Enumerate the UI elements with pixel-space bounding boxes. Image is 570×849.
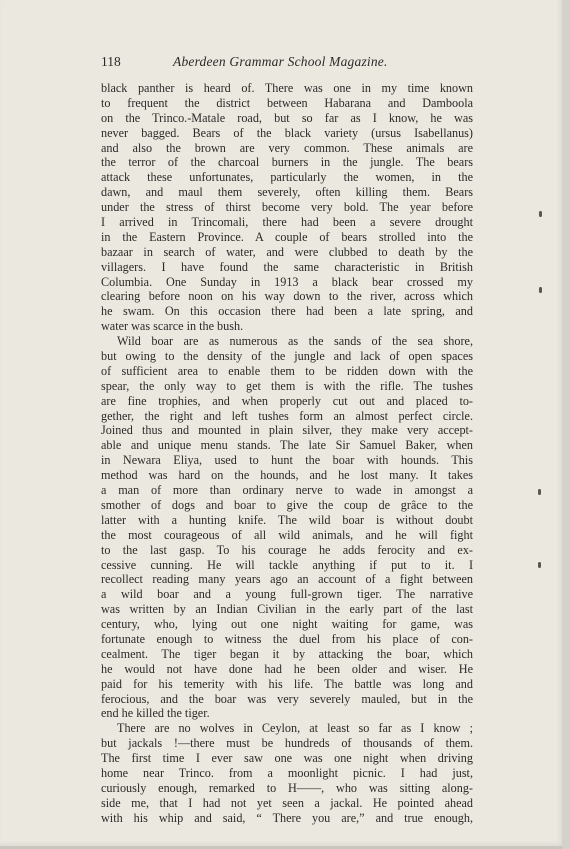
text-line: on the Trinco.-Matale road, but so far as I know, he was [101, 110, 473, 125]
text-line: with his whip and said, “ There you are,” and true enough, [101, 810, 473, 825]
text-line: bazaar in search of water, and were clubbed to death by the [101, 244, 473, 259]
text-line: gether, the right and left tushes form an almost perfect circle. [101, 408, 473, 423]
text-line: he swam. On this occasion there had been a late spring, and [101, 304, 473, 319]
text-line: paid for his temerity with his life. The battle was long and [101, 676, 473, 691]
text-line: but jackals !—there must be hundreds of thousands of them. [101, 736, 473, 751]
text-line: the terror of the charcoal burners in the jungle. The bears [101, 155, 473, 170]
text-line: side me, that I had not yet seen a jackal. He pointed ahead [101, 795, 473, 810]
text-line: but owing to the density of the jungle and lack of open spaces [101, 349, 473, 364]
text-line: attack these unfortunates, particularly the women, in the [101, 170, 473, 185]
text-line: never bagged. Bears of the black variety (ursus Isabellanus) [101, 125, 473, 140]
text-line: curiously enough, remarked to H——, who was sitting along- [101, 780, 473, 795]
text-line: spear, the only way to get them is with the rifle. The tushes [101, 378, 473, 393]
text-line: he would not have done had he been older and wiser. He [101, 661, 473, 676]
text-line: method was hard on the hounds, and he lost many. It takes [101, 468, 473, 483]
text-line: water was scarce in the bush. [101, 319, 244, 334]
text-line: the most courageous of all wild animals, and he will fight [101, 527, 473, 542]
scan-edge [562, 0, 570, 849]
text-line: Wild boar are as numerous as the sands of the sea shore, [117, 334, 473, 349]
text-line: smother of dogs and boar to give the coup de grâce to the [101, 497, 473, 512]
text-line: cessive cunning. He will tackle anything if put to it. I [101, 557, 473, 572]
text-line: was written by an Indian Civilian in the early part of the last [101, 602, 473, 617]
margin-speck [539, 287, 542, 293]
page-number: 118 [101, 54, 121, 69]
text-line: dawn, and maul them severely, often killing them. Bears [101, 185, 473, 200]
text-line: and also the brown are very common. These animals are [101, 140, 473, 155]
margin-speck [539, 211, 542, 217]
text-line: in Newara Eliya, used to hunt the boar with hounds. This [101, 453, 473, 468]
text-line: a man of more than ordinary nerve to wade in amongst a [101, 483, 473, 498]
text-line: The first time I ever saw one was one night when driving [101, 751, 473, 766]
text-line: able and unique menu stands. The late Sir Samuel Baker, when [101, 438, 473, 453]
page-header [101, 54, 473, 72]
text-line: fortunate enough to witness the duel from his place of con- [101, 631, 473, 646]
text-line: I arrived in Trincomali, there had been a severe drought [101, 215, 473, 230]
text-line: home near Trinco. from a moonlight picnic. I had just, [101, 765, 473, 780]
body-text [101, 81, 473, 826]
text-line: a wild boar and a young full-grown tiger. The narrative [101, 587, 473, 602]
text-line: Joined thus and mounted in plain silver, they make very accept- [101, 423, 473, 438]
text-line: of sufficient area to enable them to be ridden down with the [101, 363, 473, 378]
text-line: recollect reading many years ago an account of a fight between [101, 572, 473, 587]
text-line: latter with a hunting knife. The wild boar is without doubt [101, 512, 473, 527]
text-line: are fine trophies, and when properly cut out and placed to- [101, 393, 473, 408]
text-line: in the Eastern Province. A couple of bears strolled into the [101, 229, 473, 244]
text-line: clearing before noon on his way down to the river, across which [101, 289, 473, 304]
text-line: ferocious, and the boar was very severely mauled, but in the [101, 691, 473, 706]
running-title: Aberdeen Grammar School Magazine. [173, 54, 388, 69]
text-line: black panther is heard of. There was one in my time known [101, 81, 473, 95]
text-line: cealment. The tiger began it by attacking the boar, which [101, 646, 473, 661]
text-line: to frequent the district between Habarana and Damboola [101, 95, 473, 110]
text-line: Columbia. One Sunday in 1913 a black bear crossed my [101, 274, 473, 289]
text-line: to the last gasp. To his courage he adds ferocity and ex- [101, 542, 473, 557]
text-line: century, who, lying out one night waiting for game, was [101, 617, 473, 632]
margin-speck [538, 489, 541, 495]
text-line: villagers. I have found the same characteristic in British [101, 259, 473, 274]
text-line: end he killed the tiger. [101, 706, 210, 721]
text-line: There are no wolves in Ceylon, at least so far as I know ; [117, 721, 473, 736]
text-line: under the stress of thirst become very bold. The year before [101, 200, 473, 215]
margin-speck [538, 562, 541, 568]
